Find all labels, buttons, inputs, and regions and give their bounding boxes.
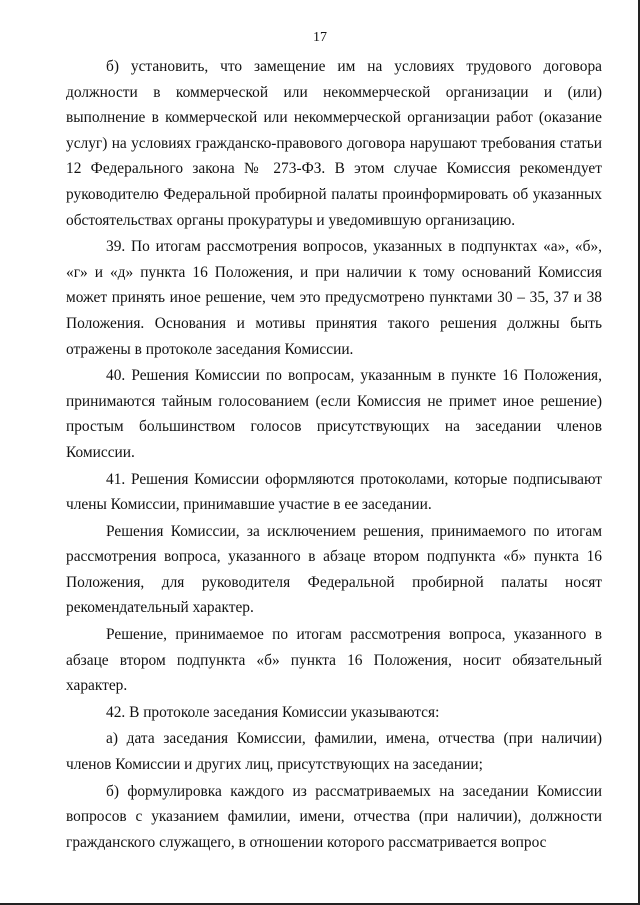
paragraph-39: 39. По итогам рассмотрения вопросов, указанных в подпунктах «а», «б», «г» и «д» пункта 16 Положения, и при наличии к тому оснований Комиссия может принять иное решение, чем это предусмотрено пунктами 30 – 35, 37 и 38 Положения. Основания и мотивы принятия такого решения должны быть отражены в протоколе заседания Комиссии.	[66, 238, 602, 358]
paragraph-41: 41. Решения Комиссии оформляются протоколами, которые подписывают члены Комиссии, принимавшие участие в ее заседании.	[66, 470, 602, 514]
paragraph-b-establish: б) установить, что замещение им на условиях трудового договора должности в коммерческой или некоммерческой организации и (или) выполнение в коммерческой или некоммерческой организации работ (оказание услуг) на условиях гражданско-правового договора нарушают требования статьи 12 Федерального закона № 273-ФЗ. В этом случае Комиссия рекомендует руководителю Федеральной пробирной палаты проинформировать об указанных обстоятельствах органы прокуратуры и уведомившую организацию.	[66, 58, 602, 229]
document-body	[66, 54, 602, 855]
paragraph-41-recommendation: Решения Комиссии, за исключением решения, принимаемого по итогам рассмотрения вопроса, указанного в абзаце втором подпункта «б» пункта 16 Положения, для руководителя Федеральной пробирной палаты носят рекомендательный характер.	[66, 522, 602, 617]
paragraph-42-a: а) дата заседания Комиссии, фамилии, имена, отчества (при наличии) членов Комиссии и других лиц, присутствующих на заседании;	[66, 730, 602, 774]
paragraph-42: 42. В протоколе заседания Комиссии указываются:	[106, 703, 440, 721]
page-number: 17	[313, 30, 327, 45]
paragraph-40: 40. Решения Комиссии по вопросам, указанным в пункте 16 Положения, принимаются тайным голосованием (если Комиссия не примет иное решение) простым большинством голосов присутствующих на заседании членов Комиссии.	[66, 367, 602, 461]
paragraph-41-mandatory: Решение, принимаемое по итогам рассмотрения вопроса, указанного в абзаце втором подпункта «б» пункта 16 Положения, носит обязательный характер.	[66, 626, 602, 695]
paragraph-42-b: б) формулировка каждого из рассматриваемых на заседании Комиссии вопросов с указанием фамилии, имени, отчества (при наличии), должности гражданского служащего, в отношении которого рассматривается вопрос	[66, 782, 602, 851]
